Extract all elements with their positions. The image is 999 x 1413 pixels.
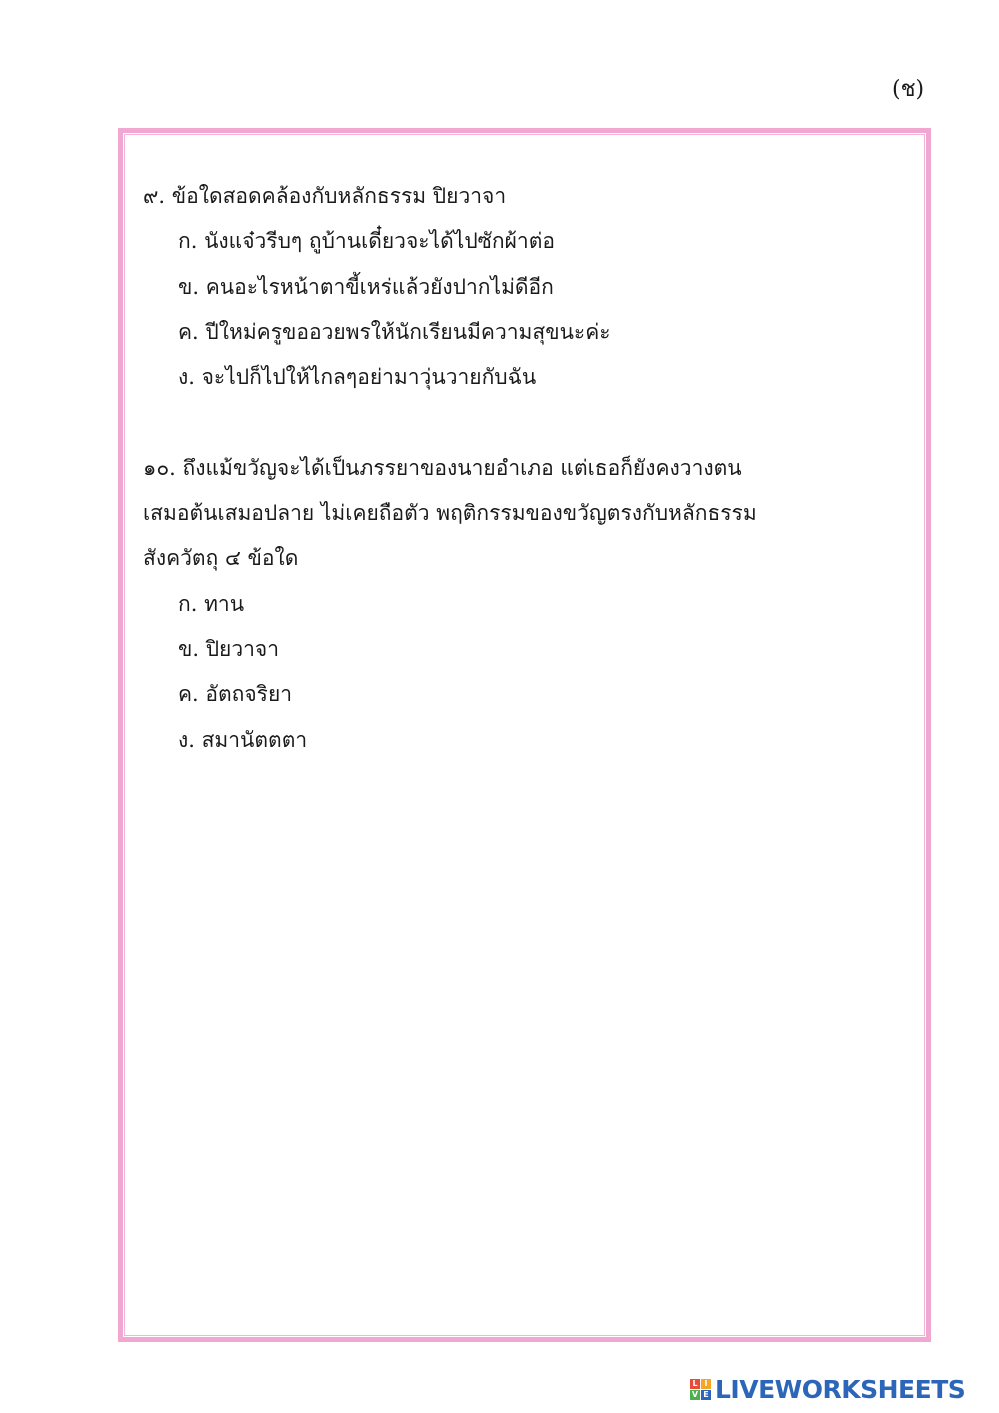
logo-block-v: V: [691, 1389, 699, 1399]
liveworksheets-logo-text: LIVEWORKSHEETS: [715, 1374, 966, 1404]
liveworksheets-logo[interactable]: [690, 1373, 965, 1405]
question-9-option-d: ง. จะไปก็ไปให้ไกลๆอย่ามาวุ่นวายกับฉัน: [178, 365, 537, 389]
logo-block-l: L: [690, 1379, 700, 1389]
question-10-stem-line-3: สังควัตถุ ๔ ข้อใด: [143, 546, 299, 570]
question-9-stem: ๙. ข้อใดสอดคล้องกับหลักธรรม ปิยวาจา: [143, 184, 507, 208]
question-9-option-b: ข. คนอะไรหน้าตาขี้เหร่แล้วยังปากไม่ดีอีก: [178, 275, 554, 299]
question-10-option-b: ข. ปิยวาจา: [178, 637, 280, 661]
question-9-option-c: ค. ปีใหม่ครูขออวยพรให้นักเรียนมีความสุขนะค่ะ: [178, 320, 611, 344]
question-9-option-a: ก. นังแจ๋วรีบๆ ถูบ้านเดี๋ยวจะได้ไปซักผ้าต่อ: [178, 229, 555, 253]
question-10-stem-line-1: ๑๐. ถึงแม้ขวัญจะได้เป็นภรรยาของนายอำเภอ แต่เธอก็ยังคงวางตน: [143, 456, 742, 480]
logo-block-e: E: [701, 1390, 711, 1400]
liveworksheets-logo-icon: [690, 1379, 711, 1400]
page-number: (ช): [892, 77, 925, 102]
logo-block-i: I: [701, 1379, 711, 1389]
question-10-option-a: ก. ทาน: [178, 592, 245, 616]
question-10-option-d: ง. สมานัตตตา: [178, 728, 308, 752]
question-10-stem-line-2: เสมอต้นเสมอปลาย ไม่เคยถือตัว พฤติกรรมของขวัญตรงกับหลักธรรม: [143, 501, 757, 525]
question-10-option-c: ค. อัตถจริยา: [178, 682, 293, 706]
